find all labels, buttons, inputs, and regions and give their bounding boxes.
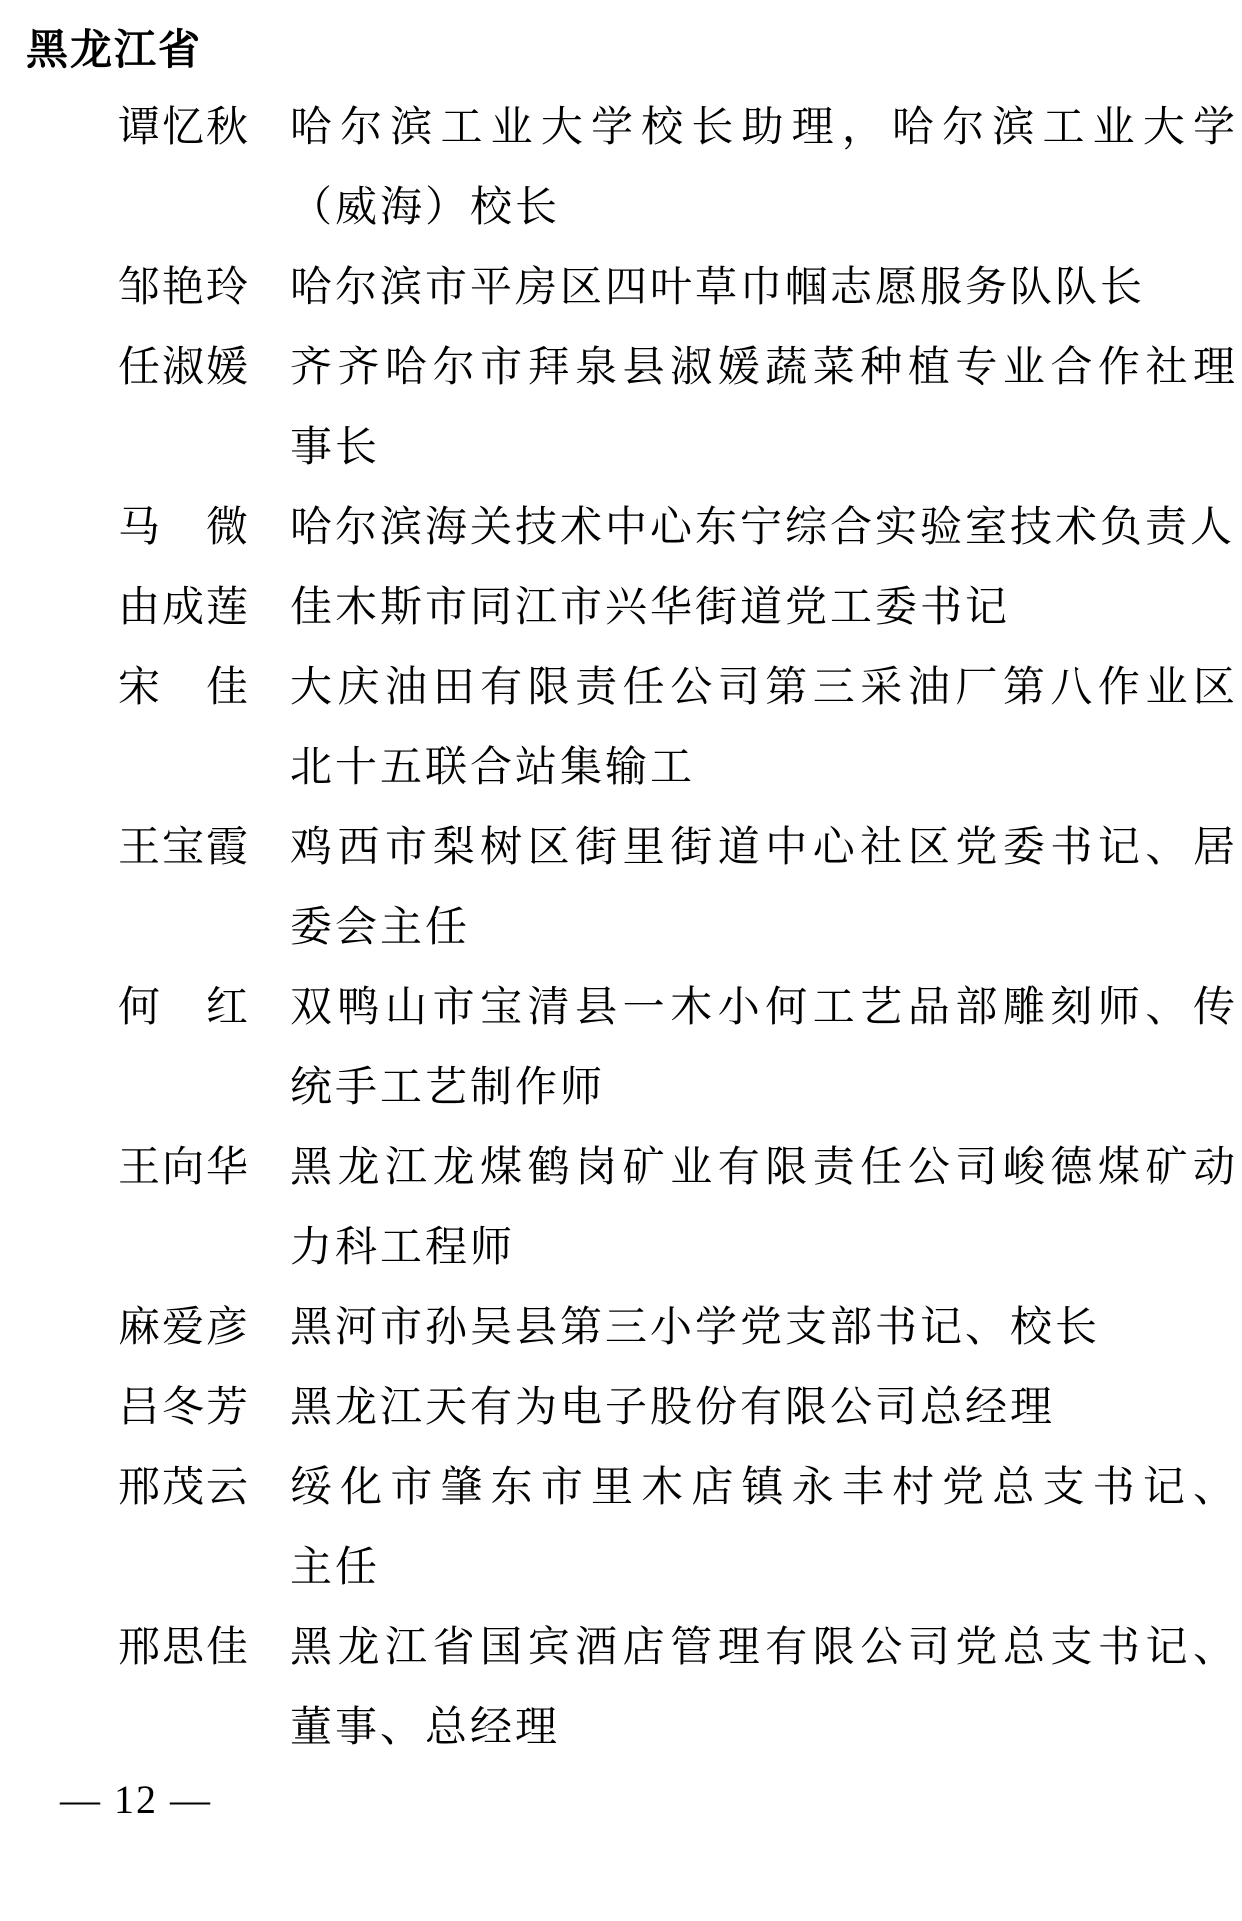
list-item xyxy=(118,248,1220,328)
person-title xyxy=(290,488,1238,568)
list-item xyxy=(118,1608,1238,1768)
person-title xyxy=(290,968,1238,1128)
title-line: 主任 xyxy=(290,1545,381,1591)
title-line: 黑龙江天有为电子股份有限公司总经理 xyxy=(290,1385,1056,1431)
person-name: 邢思佳 xyxy=(118,1625,248,1671)
title-line: 双鸭山市宝清县一木小何工艺品部雕刻师、传 xyxy=(290,985,1238,1031)
person-title xyxy=(290,248,1238,328)
person-name: 吕冬芳 xyxy=(118,1385,248,1431)
person-name: 王宝霞 xyxy=(118,825,248,871)
list-item xyxy=(118,88,1238,248)
title-line: 大庆油田有限责任公司第三采油厂第八作业区 xyxy=(290,665,1238,711)
title-line: 董事、总经理 xyxy=(290,1705,561,1751)
title-line: 鸡西市梨树区街里街道中心社区党委书记、居 xyxy=(290,825,1238,871)
list-item xyxy=(118,648,1238,808)
person-name: 谭忆秋 xyxy=(118,105,248,151)
person-name: 宋佳 xyxy=(118,665,248,711)
title-line: 统手工艺制作师 xyxy=(290,1065,606,1111)
person-name: 王向华 xyxy=(118,1145,248,1191)
title-line: 齐齐哈尔市拜泉县淑媛蔬菜种植专业合作社理 xyxy=(290,345,1238,391)
list-item xyxy=(118,1128,1238,1288)
person-name: 邢茂云 xyxy=(118,1465,248,1511)
title-line: （威海）校长 xyxy=(290,185,561,231)
person-title xyxy=(290,568,1238,648)
title-line: 哈尔滨市平房区四叶草巾帼志愿服务队队长 xyxy=(290,265,1146,311)
title-line: 黑龙江龙煤鹤岗矿业有限责任公司峻德煤矿动 xyxy=(290,1145,1238,1191)
list-item xyxy=(118,568,1220,648)
title-line: 哈尔滨海关技术中心东宁综合实验室技术负责人 xyxy=(290,505,1236,551)
award-list xyxy=(118,88,1238,1768)
person-title xyxy=(290,1448,1238,1608)
title-line: 力科工程师 xyxy=(290,1225,516,1271)
person-title xyxy=(290,1368,1238,1448)
person-title xyxy=(290,88,1238,248)
page-number: — 12 — xyxy=(60,1777,212,1822)
person-title xyxy=(290,1128,1238,1288)
person-name: 任淑媛 xyxy=(118,345,248,391)
list-item xyxy=(118,1368,1220,1448)
list-item xyxy=(118,1448,1238,1608)
title-line: 黑龙江省国宾酒店管理有限公司党总支书记、 xyxy=(290,1625,1238,1671)
list-item xyxy=(118,808,1238,968)
list-item xyxy=(118,968,1238,1128)
title-line: 绥化市肇东市里木店镇永丰村党总支书记、 xyxy=(290,1465,1238,1511)
person-title xyxy=(290,648,1238,808)
province-header: 黑龙江省 xyxy=(26,26,203,73)
person-title xyxy=(290,1608,1238,1768)
person-name: 马微 xyxy=(118,505,248,551)
person-title xyxy=(290,808,1238,968)
title-line: 哈尔滨工业大学校长助理，哈尔滨工业大学 xyxy=(290,105,1238,151)
person-title xyxy=(290,328,1238,488)
title-line: 北十五联合站集输工 xyxy=(290,745,696,791)
title-line: 黑河市孙吴县第三小学党支部书记、校长 xyxy=(290,1305,1101,1351)
person-title xyxy=(290,1288,1238,1368)
list-item xyxy=(118,488,1236,568)
title-line: 委会主任 xyxy=(290,905,471,951)
person-name: 麻爱彦 xyxy=(118,1305,248,1351)
person-name: 由成莲 xyxy=(118,585,248,631)
person-name: 何红 xyxy=(118,985,248,1031)
title-line: 佳木斯市同江市兴华街道党工委书记 xyxy=(290,585,1011,631)
list-item xyxy=(118,1288,1220,1368)
person-name: 邹艳玲 xyxy=(118,265,248,311)
title-line: 事长 xyxy=(290,425,381,471)
list-item xyxy=(118,328,1238,488)
